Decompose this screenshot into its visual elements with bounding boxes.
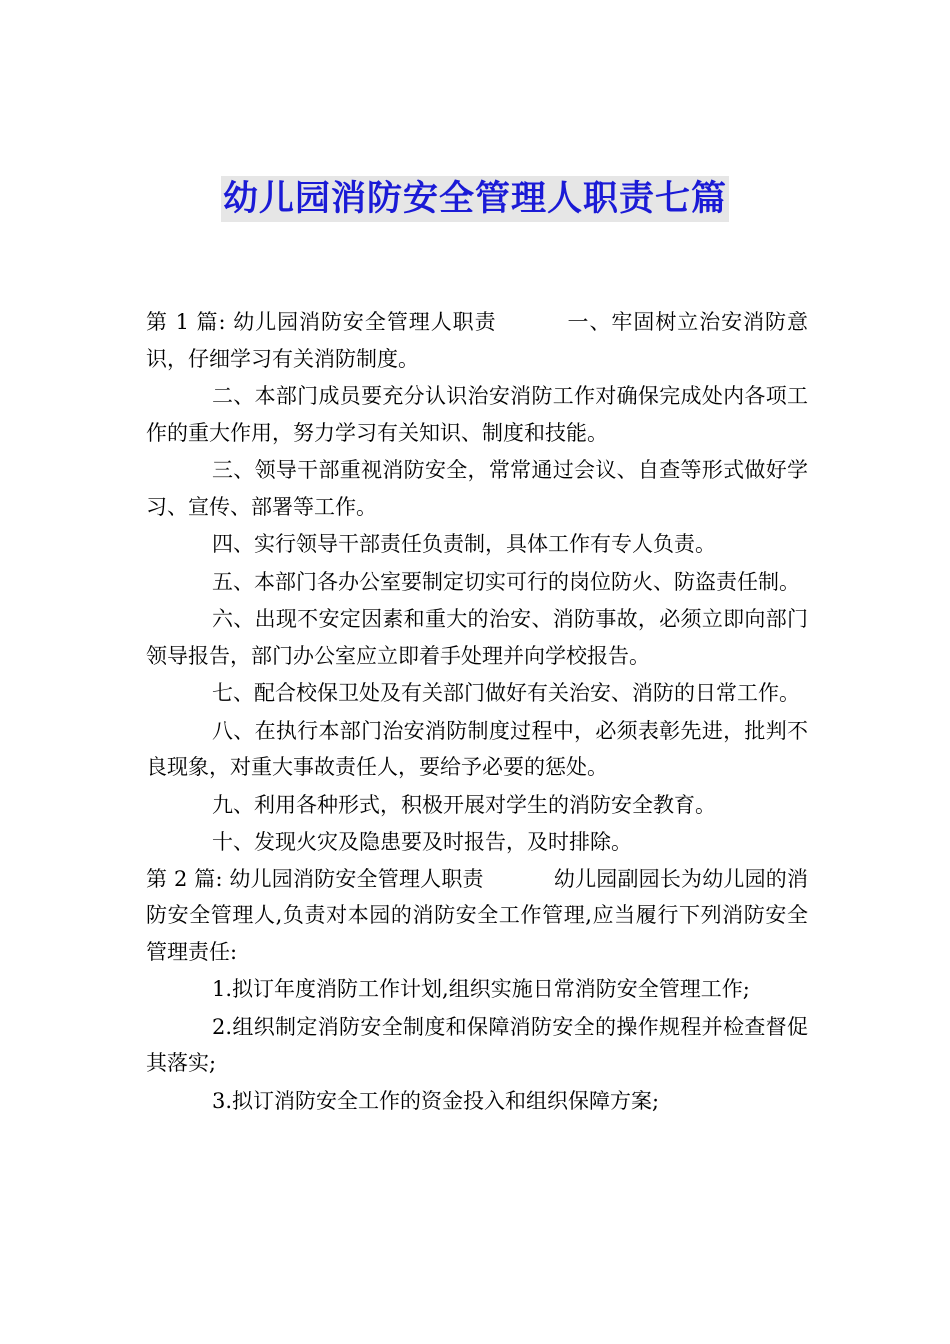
- article-2-intro-paragraph: [146, 861, 808, 971]
- article-1-item: 四、实行领导干部责任负责制，具体工作有专人负责。: [212, 532, 716, 556]
- article-1-item: 六、出现不安定因素和重大的治安、消防事故，必须立即向部门领导报告，部门办公室应立即着手处理并向学校报告。: [146, 607, 808, 668]
- document-body: [146, 304, 808, 1119]
- article-1-item: 三、领导干部重视消防安全，常常通过会议、自查等形式做好学习、宣传、部署等工作。: [146, 458, 808, 519]
- article-1-item: 九、利用各种形式，积极开展对学生的消防安全教育。: [212, 792, 716, 817]
- title-block: [0, 176, 950, 222]
- article-1-intro: 一、牢固树立治安消防意识，仔细学习有关消防制度。: [146, 310, 809, 371]
- document-title: 幼儿园消防安全管理人职责七篇: [221, 176, 729, 222]
- article-1-item: 八、在执行本部门治安消防制度过程中，必须表彰先进，批判不良现象，对重大事故责任人，要给予必要的惩处。: [146, 718, 808, 779]
- article-1-item: 五、本部门各办公室要制定切实可行的岗位防火、防盗责任制。: [212, 569, 800, 594]
- article-2-item: 2.组织制定消防安全制度和保障消防安全的操作规程并检查督促其落实;: [146, 1014, 808, 1075]
- article-1-item: 十、发现火灾及隐患要及时报告，及时排除。: [212, 830, 632, 854]
- article-2-item: 3.拟订消防安全工作的资金投入和组织保障方案;: [212, 1088, 660, 1113]
- article-2-heading: 第 2 篇: 幼儿园消防安全管理人职责: [146, 866, 484, 891]
- article-1-intro-paragraph: [146, 304, 808, 377]
- article-1-heading: 第 1 篇: 幼儿园消防安全管理人职责: [146, 310, 497, 334]
- article-1-item: 七、配合校保卫处及有关部门做好有关治安、消防的日常工作。: [212, 681, 800, 705]
- article-2-item: 1.拟订年度消防工作计划,组织实施日常消防安全管理工作;: [212, 977, 750, 1001]
- article-2-intro: 幼儿园副园长为幼儿园的消防安全管理人,负责对本园的消防安全工作管理,应当履行下列消防安全管理责任:: [146, 866, 808, 964]
- article-1-item: 二、本部门成员要充分认识治安消防工作对确保完成处内各项工作的重大作用，努力学习有关知识、制度和技能。: [146, 384, 808, 445]
